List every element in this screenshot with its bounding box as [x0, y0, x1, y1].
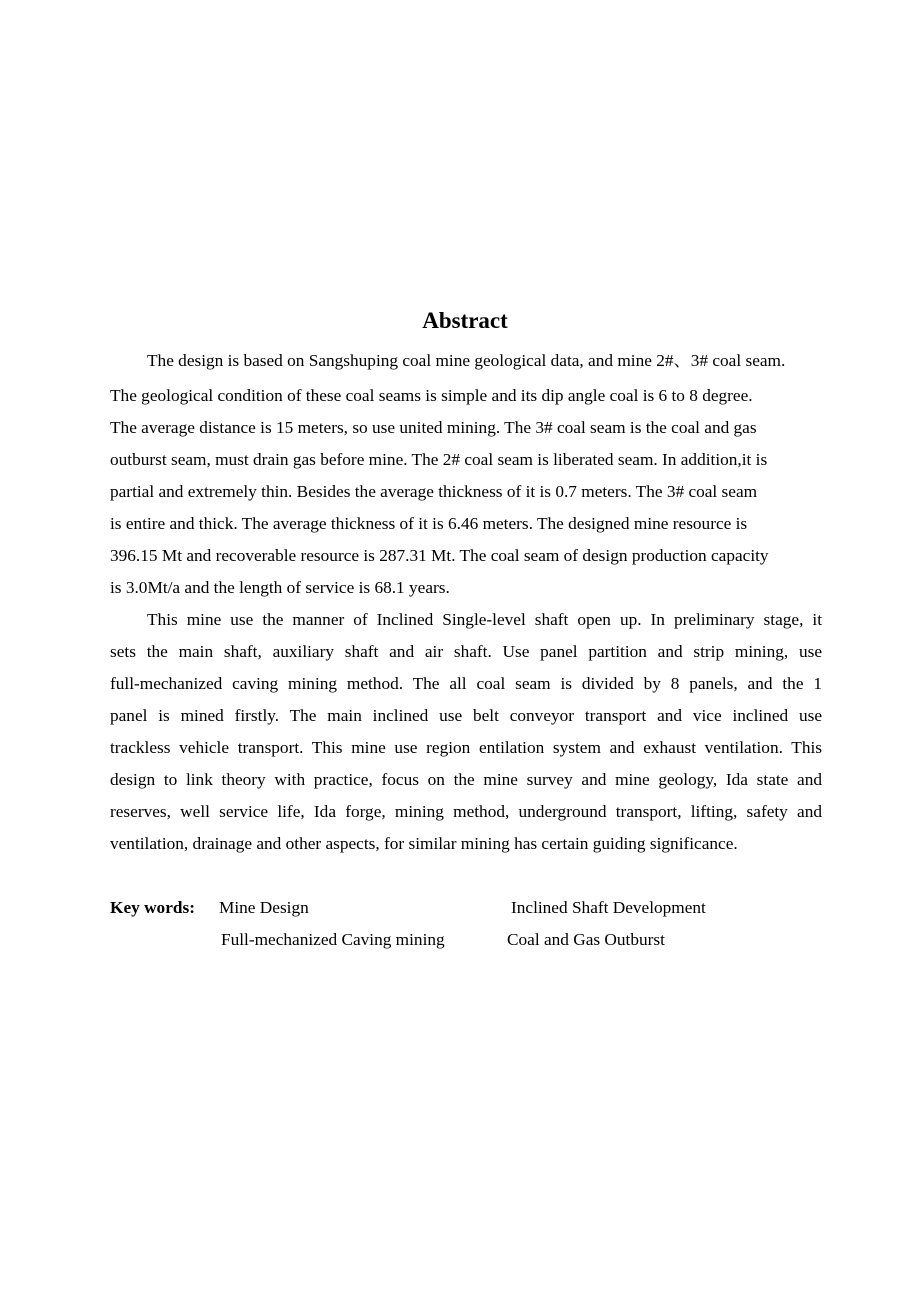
- paragraph-1-line-6: is entire and thick. The average thickness of it is 6.46 meters. The designed mine resource is: [110, 514, 748, 533]
- paragraph-1-line-2: The geological condition of these coal seams is simple and its dip angle coal is 6 to 8 degree.: [110, 386, 753, 405]
- keyword-item-1: Mine Design: [219, 898, 309, 917]
- paragraph-1-line-5: partial and extremely thin. Besides the average thickness of it is 0.7 meters. The 3# coal seam: [110, 482, 758, 501]
- keyword-item-2: Inclined Shaft Development: [511, 898, 706, 917]
- paragraph-1-line-4: outburst seam, must drain gas before mine. The 2# coal seam is liberated seam. In addition,it is: [110, 450, 768, 469]
- keyword-item-3: Full-mechanized Caving mining: [221, 930, 445, 949]
- keyword-item-4: Coal and Gas Outburst: [507, 930, 665, 949]
- paragraph-1-line-3: The average distance is 15 meters, so use united mining. The 3# coal seam is the coal and gas: [110, 418, 757, 437]
- paragraph-2-line-3: full-mechanized caving mining method. The all coal seam is divided by 8 panels, and the 1: [110, 674, 822, 693]
- paragraph-2-line-5: trackless vehicle transport. This mine use region entilation system and exhaust ventilation. This: [110, 738, 822, 757]
- paragraph-1-line-8: is 3.0Mt/a and the length of service is 68.1 years.: [110, 578, 450, 597]
- paragraph-1-line-1: The design is based on Sangshuping coal mine geological data, and mine 2#、3# coal seam.: [147, 351, 786, 370]
- abstract-title: Abstract: [422, 308, 508, 333]
- paragraph-2-line-8: ventilation, drainage and other aspects, for similar mining has certain guiding significance.: [110, 834, 738, 853]
- keywords-label: Key words:: [110, 898, 195, 917]
- paragraph-1-line-7: 396.15 Mt and recoverable resource is 287.31 Mt. The coal seam of design production capacity: [110, 546, 769, 565]
- paragraph-2-line-2: sets the main shaft, auxiliary shaft and air shaft. Use panel partition and strip mining, use: [110, 642, 822, 661]
- paragraph-2-line-4: panel is mined firstly. The main inclined use belt conveyor transport and vice inclined use: [110, 706, 822, 725]
- paragraph-2-line-7: reserves, well service life, Ida forge, mining method, underground transport, lifting, safety and: [110, 802, 822, 821]
- paragraph-2-line-6: design to link theory with practice, focus on the mine survey and mine geology, Ida state and: [110, 770, 822, 789]
- paragraph-2-line-1: This mine use the manner of Inclined Single-level shaft open up. In preliminary stage, it: [147, 610, 822, 629]
